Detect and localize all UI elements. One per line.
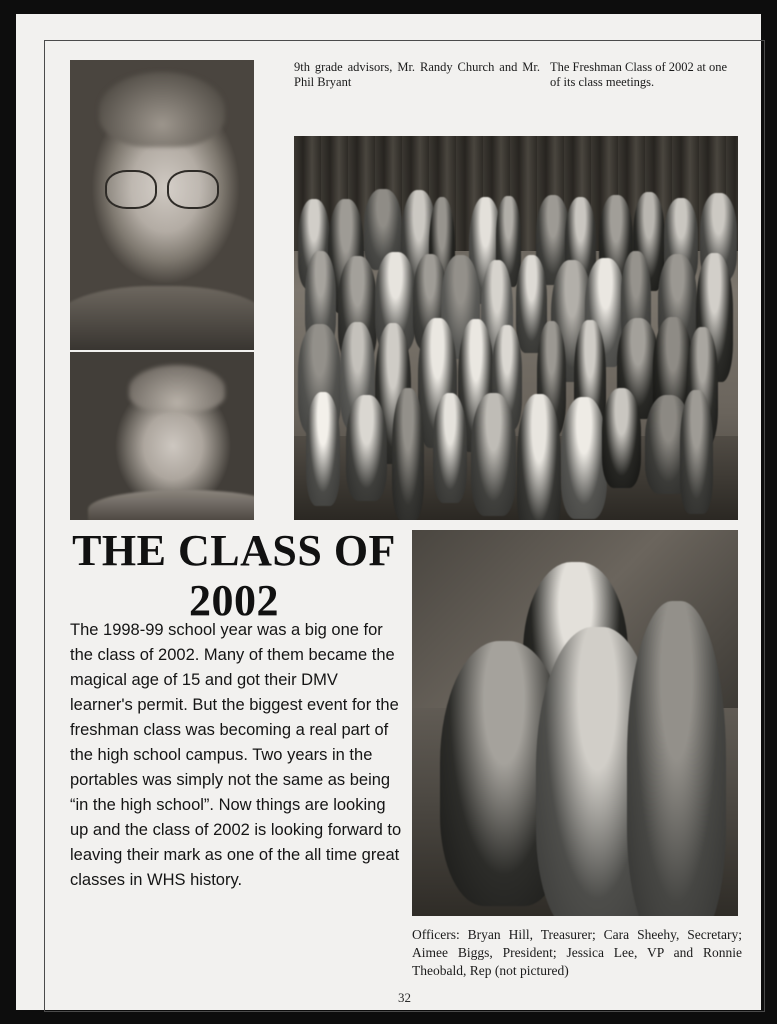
photo-detail-person <box>346 395 387 501</box>
page-title <box>70 526 398 626</box>
page-content <box>44 40 765 1012</box>
photo-detail-hair <box>129 365 225 412</box>
photo-detail-shoulders <box>88 490 254 520</box>
photo-detail-person <box>627 601 725 916</box>
photo-detail-hair <box>99 72 224 147</box>
caption-officers: Officers: Bryan Hill, Treasurer; Cara Sheehy, Secretary; Aimee Biggs, President; Jessica Lee, VP and Ronnie Theobald, Rep (not pictured) <box>412 927 742 978</box>
photo-detail-person <box>602 388 642 488</box>
photo-detail-person <box>517 394 561 520</box>
caption-advisors: 9th grade advisors, Mr. Randy Church and Mr. Phil Bryant <box>294 60 540 89</box>
photo-mr-phil-bryant <box>70 352 254 520</box>
photo-freshman-class-group <box>294 136 738 520</box>
photo-detail-person <box>433 393 467 504</box>
photo-detail-person <box>561 397 607 519</box>
page-title-line1: THE CLASS OF <box>72 526 396 575</box>
paper-sheet <box>16 14 761 1010</box>
photo-class-officers <box>412 530 738 916</box>
photo-detail-person <box>306 392 340 506</box>
photo-mr-randy-church <box>70 60 254 350</box>
photo-detail-shoulders <box>70 286 254 350</box>
page-number: 32 <box>398 990 411 1005</box>
page-title-line2: 2002 <box>189 576 279 625</box>
photo-detail-person <box>392 388 424 520</box>
photo-detail-person <box>680 390 712 513</box>
photo-detail-glasses <box>105 170 219 205</box>
article-body: The 1998-99 school year was a big one for the class of 2002. Many of them became the magical age of 15 and got their DMV learner's permit. But the biggest event for the freshman class was becoming a real part of the high school campus. Two years in the portables was simply not the same as being “in the high school”. Now things are looking up and the class of 2002 is looking forward to leaving their mark as one of the all time great classes in WHS history. <box>70 621 402 889</box>
photo-detail-person <box>471 393 516 516</box>
caption-class-meeting: The Freshman Class of 2002 at one of its class meetings. <box>550 60 728 89</box>
